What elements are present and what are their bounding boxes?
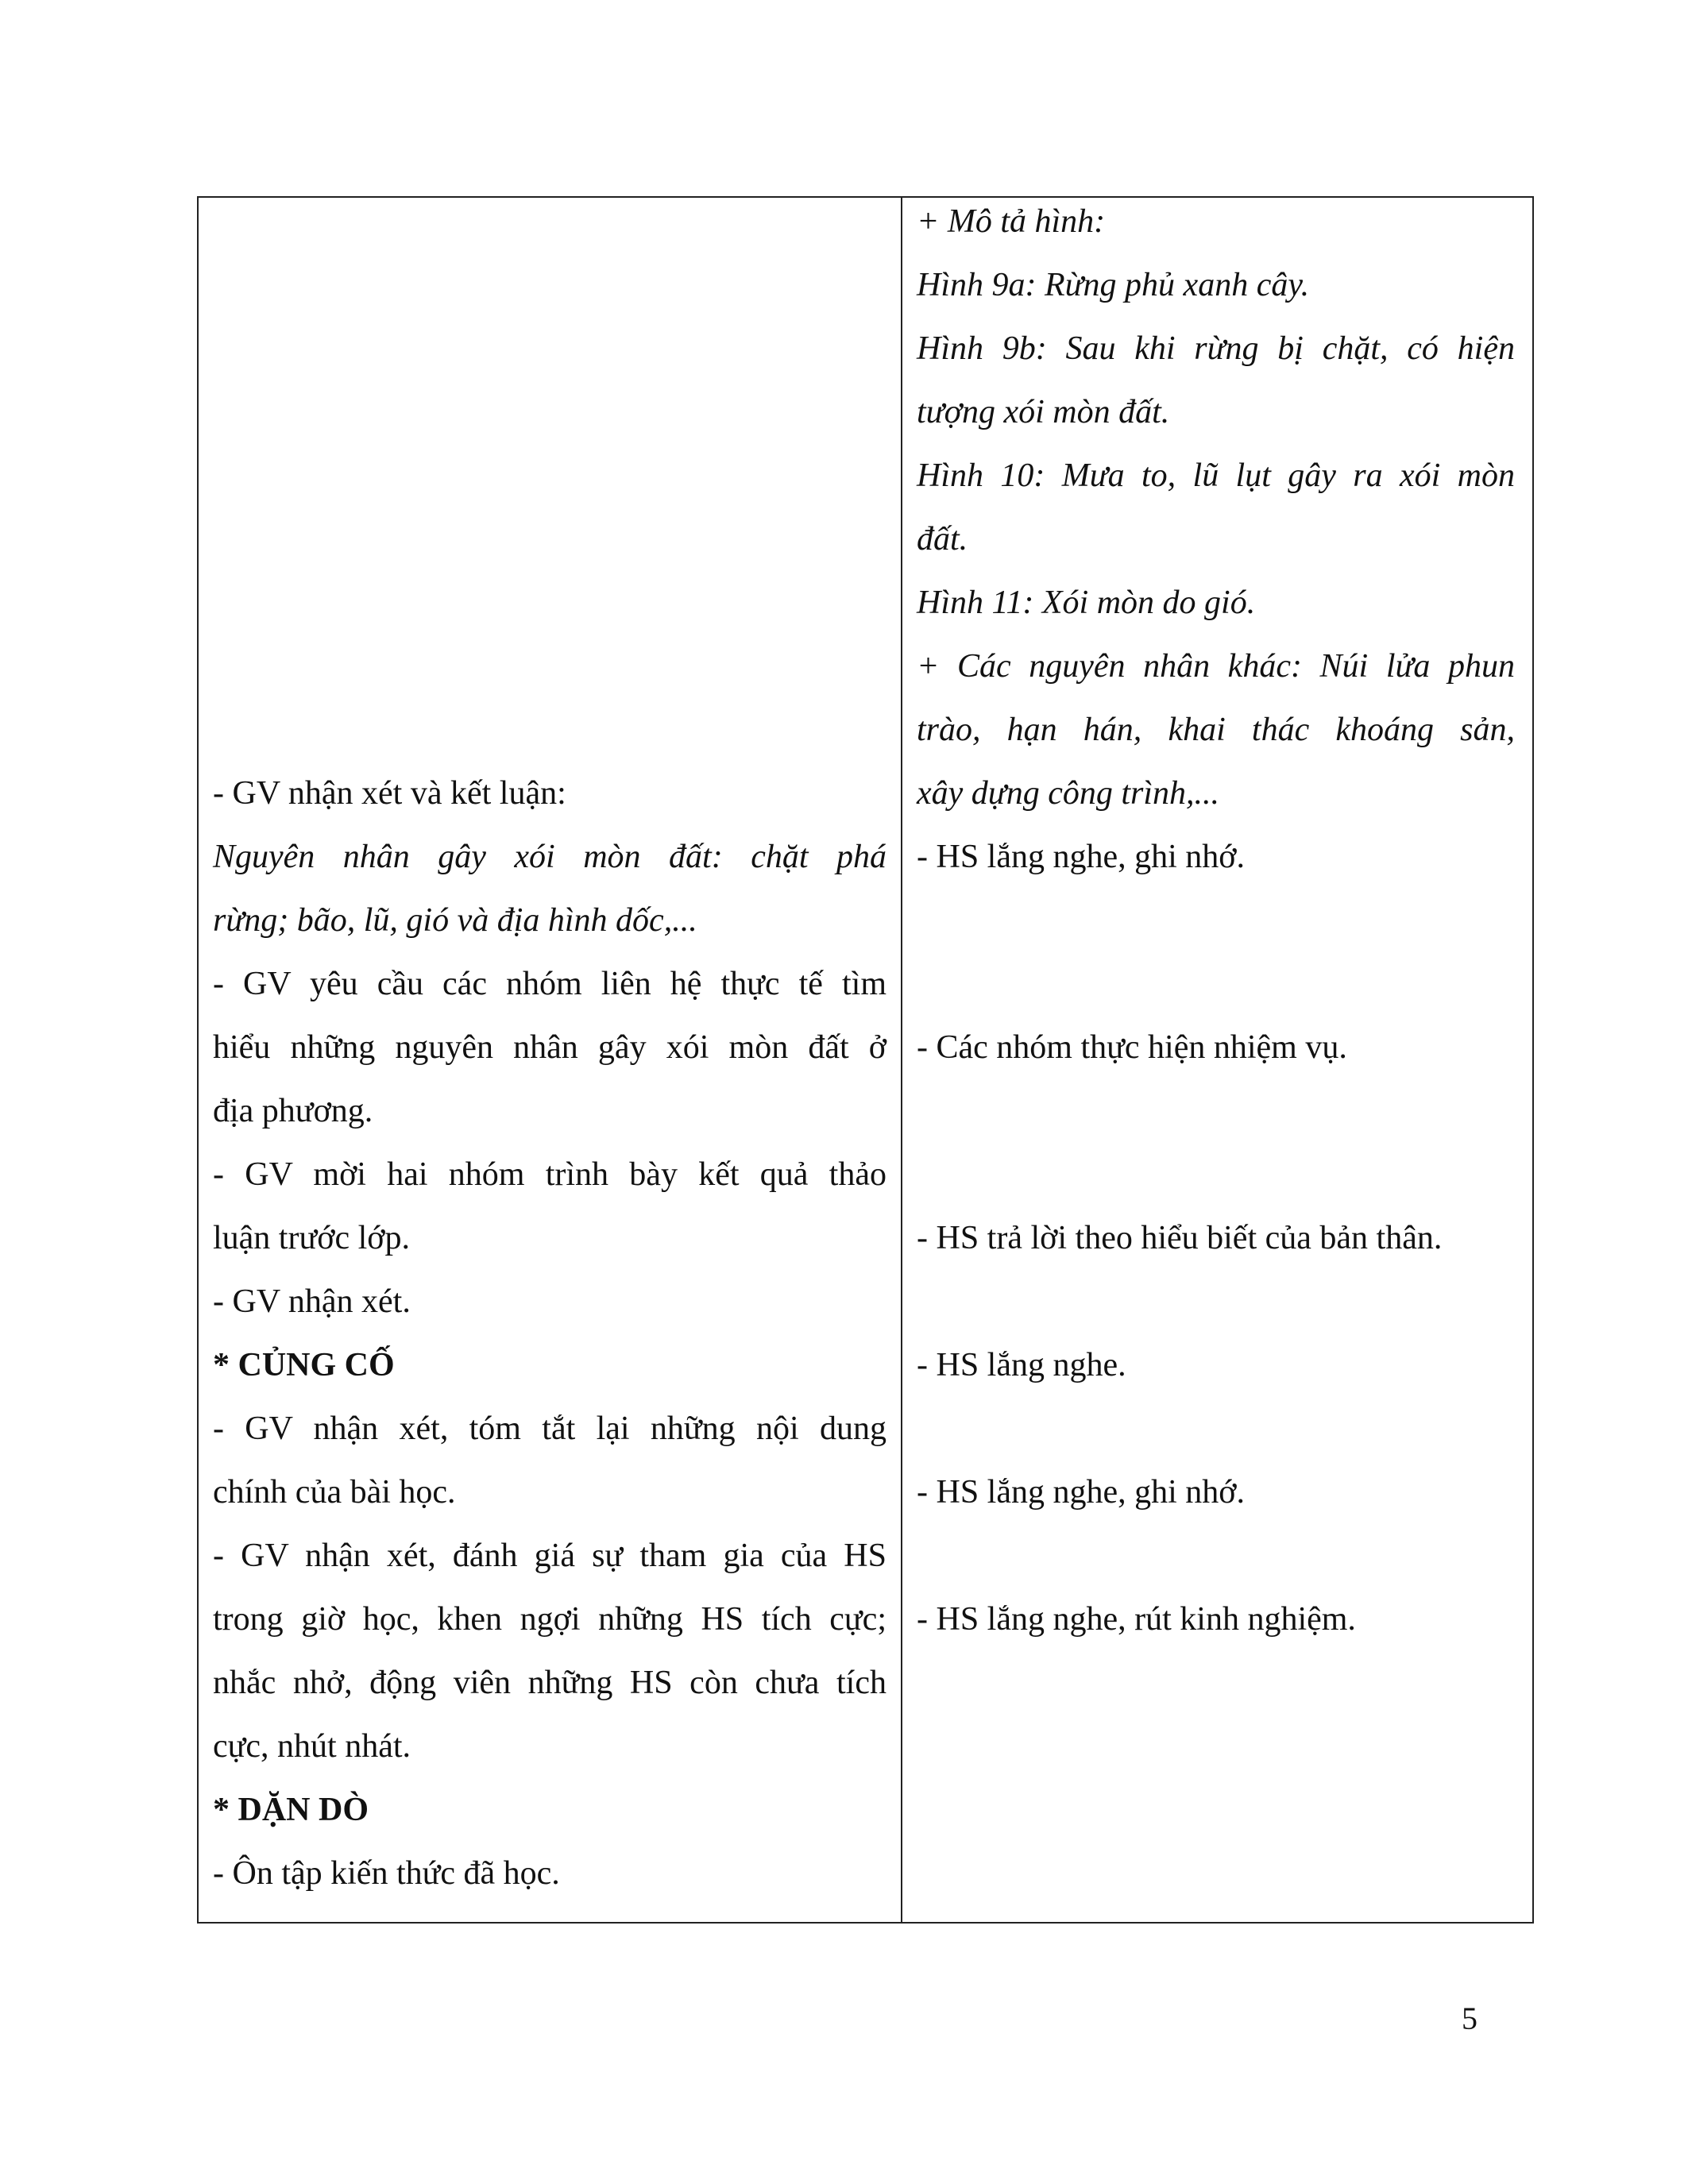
student-response-line: - HS lắng nghe, ghi nhớ.: [917, 839, 1246, 875]
figure-description-heading: + Mô tả hình:: [917, 203, 1106, 240]
teacher-conclusion-line: - GV nhận xét và kết luận:: [213, 775, 566, 812]
homework-line: - Ôn tập kiến thức đã học.: [213, 1855, 560, 1892]
student-response-line: - Các nhóm thực hiện nhiệm vụ.: [917, 1029, 1347, 1066]
figure-description-line: Hình 11: Xói mòn do gió.: [917, 585, 1256, 621]
teacher-summary-line: - GV nhận xét, tóm tắt lại những nội dung: [213, 1410, 886, 1447]
figure-description-line: Hình 9a: Rừng phủ xanh cây.: [917, 267, 1310, 303]
teacher-request-line: - GV yêu cầu các nhóm liên hệ thực tế tìm: [213, 966, 886, 1002]
teacher-evaluation-line: trong giờ học, khen ngợi những HS tích cực;: [213, 1601, 886, 1638]
other-causes-line: xây dựng công trình,...: [917, 775, 1220, 812]
teacher-invite-line: luận trước lớp.: [213, 1220, 410, 1256]
figure-description-line: Hình 9b: Sau khi rừng bị chặt, có hiện: [917, 330, 1515, 367]
teacher-activities-column: [199, 198, 902, 1922]
figure-description-line: đất.: [917, 521, 968, 558]
teacher-conclusion-detail-line: rừng; bão, lũ, gió và địa hình dốc,...: [213, 902, 697, 939]
other-causes-line: + Các nguyên nhân khác: Núi lửa phun: [917, 648, 1515, 685]
teacher-conclusion-detail-line: Nguyên nhân gây xói mòn đất: chặt phá: [213, 839, 886, 875]
student-activities-column: [902, 198, 1532, 1922]
student-response-line: - HS lắng nghe.: [917, 1347, 1126, 1383]
teacher-evaluation-line: - GV nhận xét, đánh giá sự tham gia của HS: [213, 1538, 886, 1574]
teacher-evaluation-line: nhắc nhở, động viên những HS còn chưa tích: [213, 1665, 886, 1701]
student-response-line: - HS lắng nghe, ghi nhớ.: [917, 1474, 1246, 1511]
teacher-comment-line: - GV nhận xét.: [213, 1283, 411, 1320]
section-heading-cung-co: * CỦNG CỐ: [213, 1347, 395, 1383]
student-response-line: - HS lắng nghe, rút kinh nghiệm.: [917, 1601, 1356, 1638]
page-number: 5: [1462, 2001, 1477, 2036]
other-causes-line: trào, hạn hán, khai thác khoáng sản,: [917, 712, 1515, 748]
teacher-summary-line: chính của bài học.: [213, 1474, 456, 1511]
teacher-request-line: địa phương.: [213, 1093, 373, 1129]
teacher-invite-line: - GV mời hai nhóm trình bày kết quả thảo: [213, 1156, 886, 1193]
student-response-line: - HS trả lời theo hiểu biết của bản thân.: [917, 1220, 1443, 1256]
teacher-request-line: hiểu những nguyên nhân gây xói mòn đất ở: [213, 1029, 886, 1066]
figure-description-line: Hình 10: Mưa to, lũ lụt gây ra xói mòn: [917, 457, 1515, 494]
lesson-table: [197, 196, 1534, 1924]
figure-description-line: tượng xói mòn đất.: [917, 394, 1170, 430]
section-heading-dan-do: * DẶN DÒ: [213, 1792, 369, 1828]
teacher-evaluation-line: cực, nhút nhát.: [213, 1728, 411, 1765]
